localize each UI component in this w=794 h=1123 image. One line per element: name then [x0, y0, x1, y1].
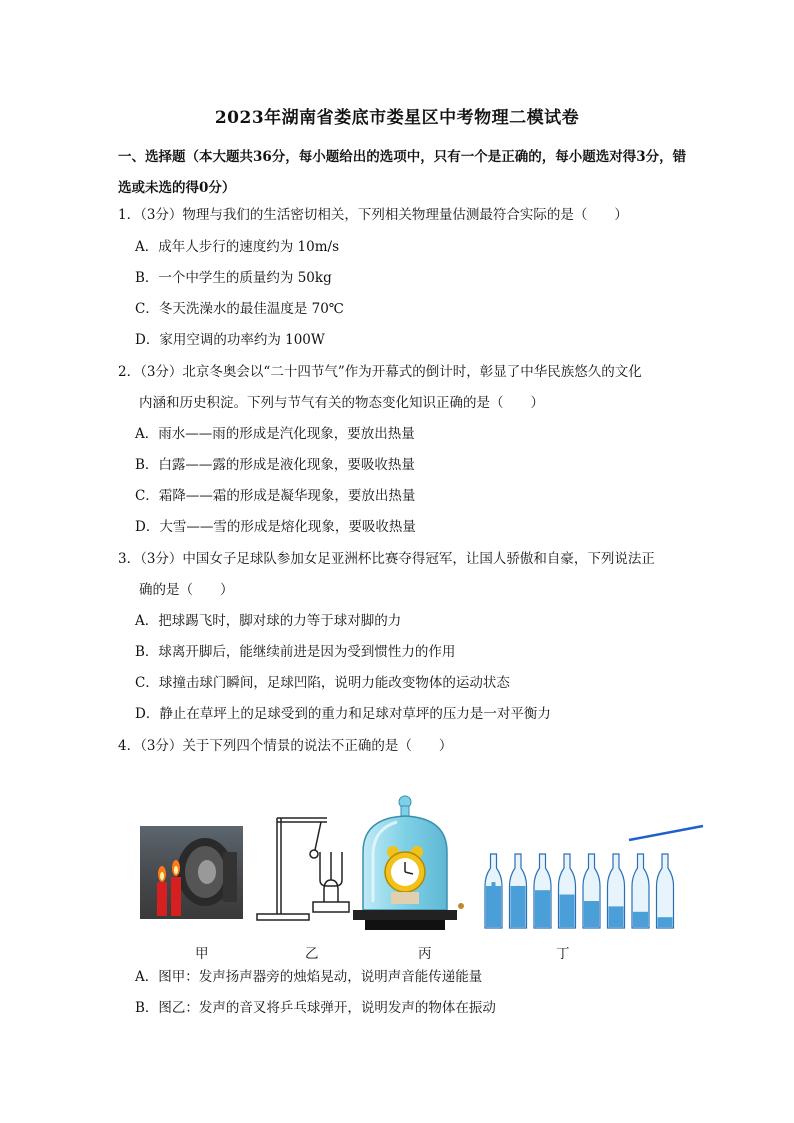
q3-option-d: D．静止在草坪上的足球受到的重力和足球对草坪的压力是一对平衡力 [135, 706, 551, 722]
bottle [583, 854, 600, 928]
bottle [632, 854, 649, 928]
question-2-text-line2: 内涵和历史积淀。下列与节气有关的物态变化知识正确的是（ ） [139, 395, 544, 411]
question-2-text-line1: 2．（3分）北京冬奥会以“二十四节气”作为开幕式的倒计时，彰显了中华民族悠久的文化 [118, 364, 642, 380]
q3-option-c: C．球撞击球门瞬间，足球凹陷，说明力能改变物体的运动状态 [135, 675, 510, 691]
caption-ding: 丁 [556, 946, 570, 962]
bottle [485, 854, 502, 928]
bell-jar-clock [353, 796, 464, 930]
q1-option-b: B．一个中学生的质量约为 50kg [135, 270, 332, 286]
caption-jia: 甲 [195, 946, 209, 962]
q3-option-b: B．球离开脚后，能继续前进是因为受到惯性力的作用 [135, 644, 456, 660]
q2-option-c: C．霜降——霜的形成是凝华现象，要放出热量 [135, 488, 416, 504]
q1-option-a: A．成年人步行的速度约为 10m/s [135, 239, 339, 255]
bottle [510, 854, 527, 928]
bottle [657, 854, 674, 928]
question-1-text: 1．（3分）物理与我们的生活密切相关，下列相关物理量估测最符合实际的是（ ） [118, 207, 628, 223]
q2-option-d: D．大雪——雪的形成是熔化现象，要吸收热量 [135, 519, 416, 535]
q1-option-d: D．家用空调的功率约为 100W [135, 332, 325, 348]
section-heading: 一、选择题（本大题共36分，每小题给出的选项中，只有一个是正确的，每小题选对得3分，错选或未选的得0分） [118, 149, 687, 196]
striking-stick [629, 826, 703, 840]
q2-option-b: B．白露——露的形成是液化现象，要吸收热量 [135, 457, 415, 473]
q2-option-a: A．雨水——雨的形成是汽化现象，要放出热量 [135, 426, 415, 442]
bottle [559, 854, 576, 928]
question-4-figure [135, 792, 715, 962]
bottle [534, 854, 551, 928]
bottle [608, 854, 625, 928]
water-bottles [629, 826, 703, 840]
q4-option-a: A．图甲：发声扬声器旁的烛焰晃动，说明声音能传递能量 [135, 969, 483, 985]
q3-option-a: A．把球踢飞时，脚对球的力等于球对脚的力 [135, 613, 402, 629]
caption-bing: 丙 [418, 946, 432, 962]
question-4-text: 4．（3分）关于下列四个情景的说法不正确的是（ ） [118, 738, 453, 754]
q4-option-b: B．图乙：发声的音叉将乒乓球弹开，说明发声的物体在振动 [135, 1000, 496, 1016]
speaker-candle-image [140, 826, 243, 919]
question-3-text-line2: 确的是（ ） [139, 582, 234, 598]
tuning-fork-stand [257, 818, 349, 920]
question-3-text-line1: 3．（3分）中国女子足球队参加女足亚洲杯比赛夺得冠军，让国人骄傲和自豪，下列说法正 [118, 551, 655, 567]
caption-yi: 乙 [305, 946, 319, 962]
q1-option-c: C．冬天洗澡水的最佳温度是 70℃ [135, 301, 344, 317]
exam-title: 2023年湖南省娄底市娄星区中考物理二模试卷 [214, 108, 580, 128]
